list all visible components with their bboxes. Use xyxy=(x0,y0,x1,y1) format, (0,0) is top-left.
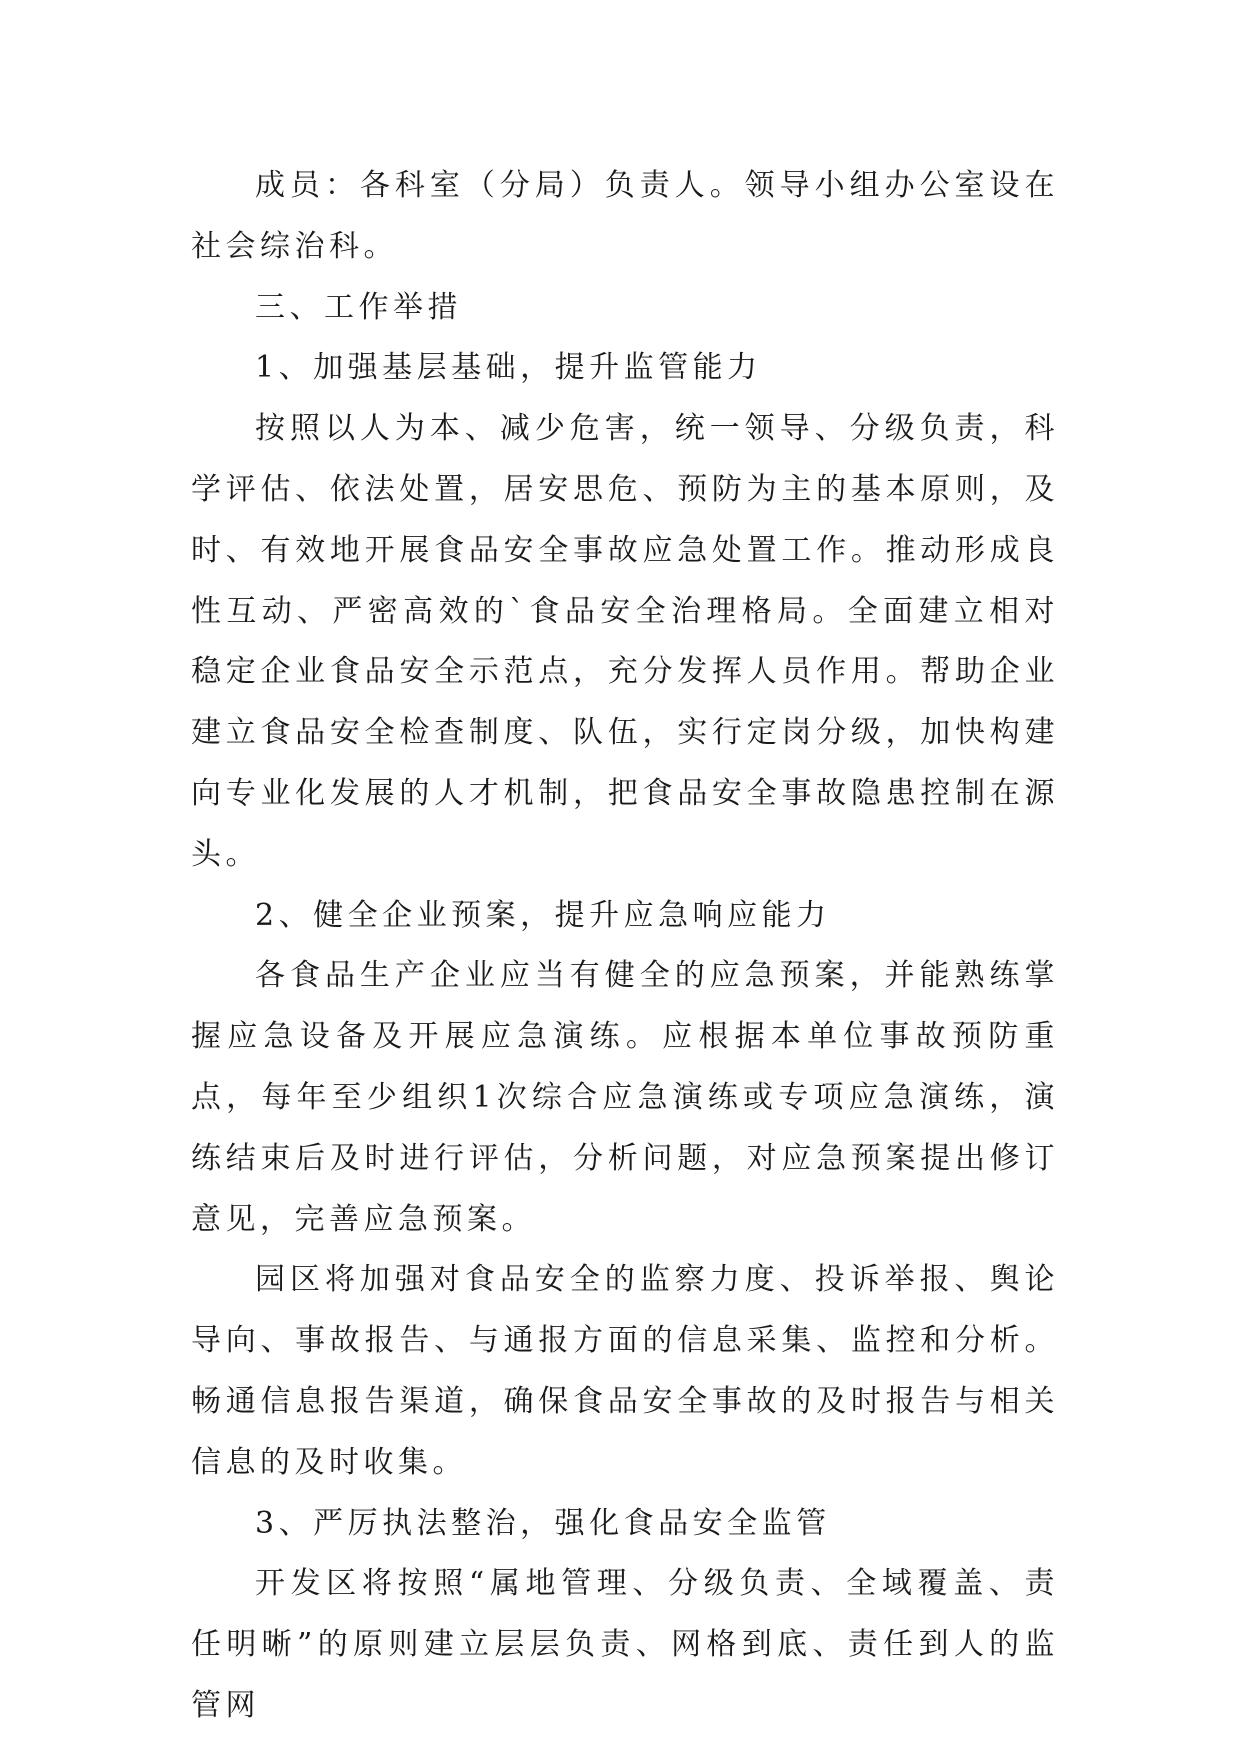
paragraph-principles: 按照以人为本、减少危害，统一领导、分级负责，科学评估、依法处置，居安思危、预防为主的基本原则，及时、有效地开展食品安全事故应急处置工作。推动形成良性互动、严密高效的`食品安全治理格局。全面建立相对稳定企业食品安全示范点，充分发挥人员作用。帮助企业建立食品安全检查制度、队伍，实行定岗分级，加快构建向专业化发展的人才机制，把食品安全事故隐患控制在源头。 xyxy=(191,411,1059,872)
paragraph-emergency-plans: 各食品生产企业应当有健全的应急预案，并能熟练掌握应急设备及开展应急演练。应根据本单位事故预防重点，每年至少组织1次综合应急演练或专项应急演练，演练结束后及时进行评估，分析问题，对应急预案提出修订意见，完善应急预案。 xyxy=(191,958,1059,1237)
section-heading-work-measures: 三、工作举措 xyxy=(255,289,462,325)
paragraph-park-information: 园区将加强对食品安全的监察力度、投诉举报、舆论导向、事故报告、与通报方面的信息采集、监控和分析。畅通信息报告渠道，确保食品安全事故的及时报告与相关信息的及时收集。 xyxy=(191,1262,1059,1480)
subheading-law-enforcement: 3、严厉执法整治，强化食品安全监管 xyxy=(255,1505,831,1541)
subheading-grassroots: 1、加强基层基础，提升监管能力 xyxy=(255,350,762,386)
document-body xyxy=(191,156,1059,1737)
paragraph-development-zone: 开发区将按照“属地管理、分级负责、全域覆盖、责任明晰”的原则建立层层负责、网格到底、责任到人的监管网 xyxy=(191,1566,1059,1723)
paragraph-members: 成员：各科室（分局）负责人。领导小组办公室设在社会综治科。 xyxy=(191,168,1059,264)
subheading-enterprise-plans: 2、健全企业预案，提升应急响应能力 xyxy=(255,897,831,933)
